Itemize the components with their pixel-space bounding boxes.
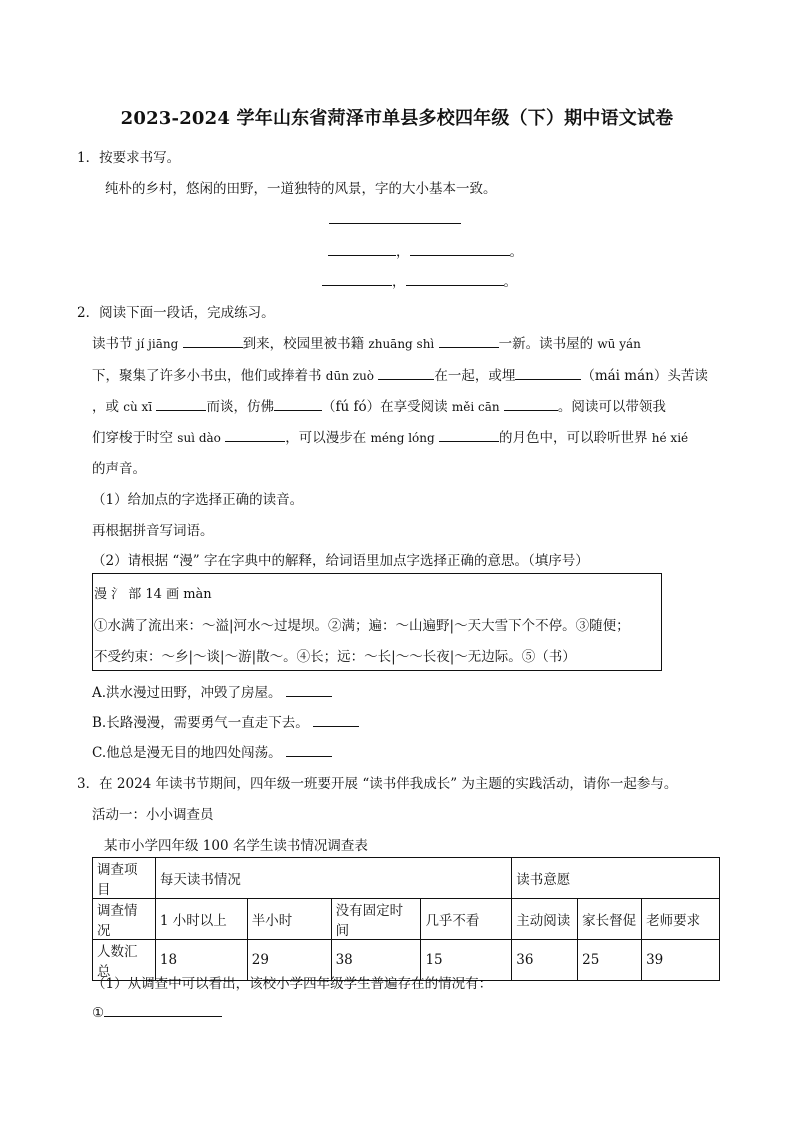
page-title: 2023-2024 学年山东省菏泽市单县多校四年级（下）期中语文试卷 bbox=[120, 108, 674, 129]
answer-blank[interactable] bbox=[328, 242, 396, 256]
table-cell: 1 小时以上 bbox=[155, 899, 247, 940]
question-prompt: 在 2024 年读书节期间，四年级一班要开展 “读书伴我成长” 为主题的实践活动，请你一起参与。 bbox=[99, 776, 678, 792]
table-row bbox=[93, 858, 720, 899]
q1-answer-line-2[interactable] bbox=[328, 240, 523, 260]
table-cell: 15 bbox=[421, 940, 512, 981]
q2-passage-line-5: 的声音。 bbox=[92, 461, 146, 477]
dictionary-definition-line-2: 不受约束：～乡|～谈|～游|散～。④长；远：～长|～～长夜|～无边际。⑤（书） bbox=[94, 649, 576, 665]
table-cell: 29 bbox=[247, 940, 331, 981]
table-cell: 调查项目 bbox=[93, 858, 156, 899]
pinyin: wū yán bbox=[597, 337, 641, 351]
activity-label: 活动一：小小调查员 bbox=[92, 807, 214, 823]
table-cell: 25 bbox=[578, 940, 642, 981]
table-cell: 调查情况 bbox=[93, 899, 156, 940]
question-prompt: 阅读下面一段话，完成练习。 bbox=[99, 305, 275, 321]
q2-sub-question-1: （1）给加点的字选择正确的读音。 bbox=[92, 492, 304, 508]
answer-blank[interactable] bbox=[410, 242, 510, 256]
answer-blank[interactable] bbox=[183, 334, 243, 348]
q2-passage-line-1: 读书节 jí jiāng 到来，校园里被书籍 zhuāng shì 一新。读书屋的 wū yán bbox=[92, 336, 641, 352]
pinyin: jí jiāng bbox=[136, 337, 179, 351]
table-cell: 39 bbox=[642, 940, 720, 981]
answer-blank[interactable] bbox=[439, 334, 499, 348]
dictionary-header: 漫 氵 部 14 画 màn bbox=[94, 587, 212, 602]
answer-blank[interactable] bbox=[313, 713, 359, 727]
table-cell: 没有固定时间 bbox=[331, 899, 421, 940]
q3-answer-line-1[interactable] bbox=[92, 1003, 222, 1021]
option-a: A.洪水漫过田野，冲毁了房屋。 bbox=[92, 681, 332, 701]
table-caption: 某市小学四年级 100 名学生读书情况调查表 bbox=[104, 838, 368, 854]
table-cell: 老师要求 bbox=[642, 899, 720, 940]
pinyin: dūn zuò bbox=[325, 369, 375, 383]
option-b: B.长路漫漫，需要勇气一直走下去。 bbox=[92, 711, 359, 731]
table-cell: 主动阅读 bbox=[512, 899, 578, 940]
table-cell: 读书意愿 bbox=[512, 858, 720, 899]
q1-copy-text: 纯朴的乡村，悠闲的田野，一道独特的风景，字的大小基本一致。 bbox=[105, 181, 497, 197]
table-cell: 半小时 bbox=[247, 899, 331, 940]
option-c: C.他总是漫无目的地四处闯荡。 bbox=[92, 741, 332, 761]
answer-blank[interactable] bbox=[156, 397, 206, 411]
question-number: 3． bbox=[77, 776, 100, 792]
answer-blank[interactable] bbox=[504, 397, 558, 411]
table-cell: 几乎不看 bbox=[421, 899, 512, 940]
circled-number: ① bbox=[92, 1005, 105, 1021]
dictionary-definition-line-1: ①水满了流出来：～溢|河水～过堤坝。②满；遍：～山遍野|～天大雪下个不停。③随便； bbox=[94, 618, 630, 634]
pinyin: zhuāng shì bbox=[368, 337, 435, 351]
answer-blank[interactable] bbox=[322, 272, 392, 286]
pinyin: suì dào bbox=[177, 431, 221, 445]
survey-table bbox=[92, 857, 720, 981]
question-1-stem bbox=[77, 146, 180, 166]
table-cell: 18 bbox=[155, 940, 247, 981]
table-cell: 人数汇总 bbox=[93, 940, 156, 981]
answer-blank[interactable] bbox=[439, 428, 499, 442]
question-prompt: 按要求书写。 bbox=[99, 150, 181, 166]
answer-blank[interactable] bbox=[104, 1003, 222, 1017]
answer-blank[interactable] bbox=[286, 743, 332, 757]
table-cell: 家长督促 bbox=[578, 899, 642, 940]
pinyin: méng lóng bbox=[370, 431, 435, 445]
q2-passage-line-3: ，或 cù xī 而谈，仿佛 （fú fó）在享受阅读 měi cān 。阅读可以带领我 bbox=[92, 399, 666, 415]
answer-blank[interactable] bbox=[225, 428, 285, 442]
q1-answer-line-1[interactable] bbox=[329, 210, 461, 228]
q2-passage-line-4: 们穿梭于时空 suì dào ，可以漫步在 méng lóng 的月色中，可以聆听世界 hé xié bbox=[92, 430, 689, 446]
answer-blank[interactable] bbox=[274, 397, 322, 411]
period: 。 bbox=[509, 244, 523, 260]
table-cell: 每天读书情况 bbox=[155, 858, 511, 899]
q2-sub-question-1b: 再根据拼音写词语。 bbox=[92, 523, 214, 539]
answer-blank[interactable] bbox=[378, 366, 434, 380]
comma: ， bbox=[392, 274, 406, 290]
question-2-stem bbox=[77, 301, 275, 321]
pinyin: měi cān bbox=[451, 400, 500, 414]
pinyin: hé xié bbox=[651, 431, 689, 445]
table-cell: 38 bbox=[331, 940, 421, 981]
table-cell: 36 bbox=[512, 940, 578, 981]
q3-sub-question-1: （1）从调查中可以看出，该校小学四年级学生普遍存在的情况有： bbox=[92, 976, 493, 992]
q2-passage-line-2: 下，聚集了许多小书虫，他们或捧着书 dūn zuò 在一起，或埋 （mái mán）头苦读 bbox=[92, 368, 708, 384]
question-number: 1． bbox=[77, 150, 100, 166]
question-3-stem bbox=[77, 772, 677, 792]
answer-blank[interactable] bbox=[406, 272, 504, 286]
answer-blank[interactable] bbox=[515, 366, 581, 380]
pinyin: cù xī bbox=[123, 400, 153, 414]
period: 。 bbox=[503, 274, 517, 290]
q2-sub-question-2: （2）请根据 “漫” 字在字典中的解释，给词语里加点字选择正确的意思。（填序号） bbox=[92, 553, 589, 569]
comma: ， bbox=[396, 244, 410, 260]
answer-blank[interactable] bbox=[286, 683, 332, 697]
question-number: 2． bbox=[77, 305, 100, 321]
table-row bbox=[93, 899, 720, 940]
q1-answer-line-3[interactable] bbox=[322, 270, 517, 290]
